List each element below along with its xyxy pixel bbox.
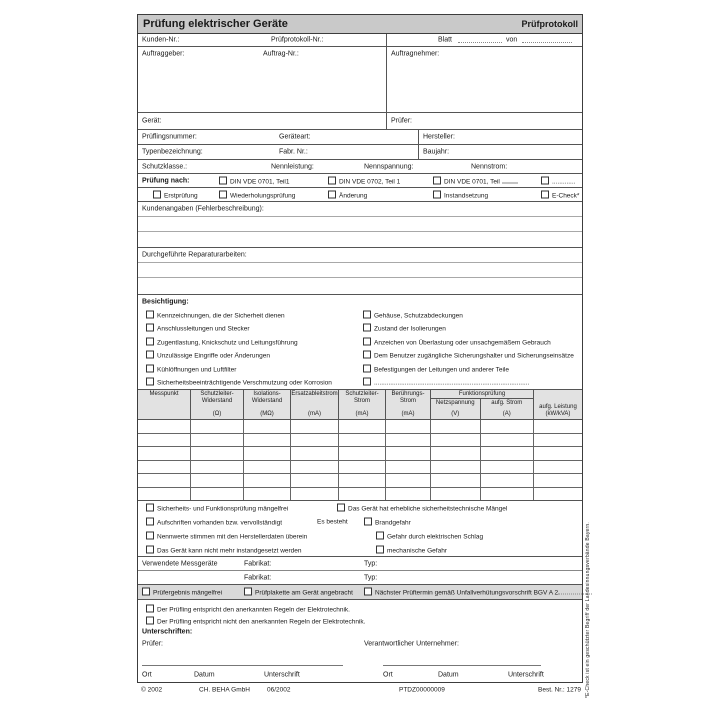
col-label: Schutzleiter-Widerstand (200, 391, 234, 404)
table-cell[interactable] (291, 434, 339, 447)
col-header-schutzleiter-strom (339, 390, 386, 419)
regeln-row (138, 602, 582, 615)
besichtigung-label: Besichtigung: (142, 298, 189, 305)
table-row (138, 474, 582, 488)
ort-label: Ort (383, 671, 393, 678)
col-header-aufg-leistung (534, 390, 582, 419)
vertical-divider (386, 47, 387, 61)
col-header-beruehrungs-strom (386, 390, 431, 419)
checkbox-icon[interactable] (146, 604, 154, 612)
check-other-blank (363, 378, 529, 387)
von-blank-line[interactable] (522, 41, 572, 43)
option-din-vde-0701-teil-blank (433, 176, 518, 185)
col-label: aufg. Leistung (539, 404, 577, 411)
col-label: Berührungs-Strom (391, 391, 425, 404)
check-sicherungshalter (363, 351, 574, 360)
option-label: Zustand der Isolierungen (374, 325, 446, 333)
form-code-label: PTDZ00000009 (399, 686, 445, 694)
table-cell[interactable] (431, 461, 481, 474)
checkbox-icon[interactable] (142, 588, 150, 596)
funktionspruefung-subheaders (431, 399, 533, 419)
option-other-norm (541, 176, 575, 185)
checkbox-icon[interactable] (541, 190, 549, 198)
auftrag-nr-label: Auftrag-Nr.: (263, 50, 299, 58)
table-cell[interactable] (339, 474, 386, 487)
option-din-vde-0702-teil1 (328, 176, 400, 185)
option-label: ...................................................................................... (374, 379, 530, 387)
row-kundenangaben-label (138, 202, 582, 217)
checkbox-icon[interactable] (363, 337, 371, 345)
auftragnehmer-field[interactable] (387, 61, 582, 112)
table-cell[interactable] (534, 447, 582, 460)
table-cell[interactable] (386, 461, 431, 474)
checkbox-icon[interactable] (244, 588, 252, 596)
col-label: Messpunkt (149, 391, 179, 397)
option-label: Der Prüfling entspricht nicht den anerkannten Regeln der Elektrotechnik. (157, 618, 366, 625)
col-label: Schutzleiter-Strom (345, 391, 379, 404)
typenbezeichnung-label: Typenbezeichnung: (142, 148, 203, 156)
checkbox-icon[interactable] (433, 190, 441, 198)
option-label: Kennzeichnungen, die der Sicherheit dienen (157, 312, 285, 320)
table-cell[interactable] (191, 461, 244, 474)
option-label: Zugentlastung, Knickschutz und Leitungsführung (157, 339, 298, 347)
reparatur-label: Durchgeführte Reparaturarbeiten: (142, 251, 247, 259)
table-cell[interactable] (244, 461, 291, 474)
check-verschmutzung (146, 378, 332, 387)
option-aenderung (328, 190, 367, 199)
table-cell[interactable] (534, 434, 582, 447)
besichtigung-row (138, 335, 582, 349)
col-label: Isolations-Widerstand (251, 391, 283, 404)
checkbox-icon[interactable] (146, 532, 154, 540)
ergebnis-row (138, 543, 582, 557)
check-gehaeuse (363, 310, 463, 319)
col-unit: (V) (451, 411, 460, 418)
table-cell[interactable] (191, 447, 244, 460)
table-cell[interactable] (481, 420, 534, 433)
copyright-label: © 2002 (141, 686, 163, 694)
fabrikat-label: Fabrikat: (244, 560, 272, 567)
col-unit: (kW/kVA) (545, 411, 571, 418)
hersteller-label: Hersteller: (423, 133, 455, 141)
checkbox-icon[interactable] (146, 351, 154, 359)
ergebnis-row (138, 515, 582, 529)
row-typ (138, 145, 582, 160)
row-geraet (138, 113, 582, 130)
table-cell[interactable] (339, 447, 386, 460)
vertical-divider (386, 34, 387, 46)
fabrikat-label: Fabrikat: (244, 574, 272, 581)
checkbox-icon[interactable] (146, 504, 154, 512)
option-label: Dem Benutzer zugängliche Sicherungshalter und Sicherungseinsätze (374, 352, 574, 360)
company-label: CH. BEHA GmbH (199, 686, 250, 694)
option-label: Prüfplakette am Gerät angebracht (255, 589, 353, 597)
check-anschlussleitungen (146, 324, 250, 333)
kunden-nr-label: Kunden-Nr.: (142, 36, 180, 44)
option-label: Das Gerät hat erhebliche sicherheitstechnische Mängel (348, 505, 508, 513)
measurement-table (138, 389, 582, 501)
checkbox-icon[interactable] (541, 176, 549, 184)
checkbox-icon[interactable] (364, 588, 372, 596)
checkbox-icon[interactable] (153, 190, 161, 198)
checkbox-icon[interactable] (146, 337, 154, 345)
auftraggeber-label: Auftraggeber: (142, 50, 185, 58)
check-aufschriften (146, 518, 282, 527)
messgeraete-label: Verwendete Messgeräte (142, 560, 218, 567)
checkbox-icon[interactable] (146, 324, 154, 332)
option-label: Änderung (339, 192, 368, 199)
check-nicht-instandsetzbar (146, 545, 302, 554)
option-label: Anschlussleitungen und Stecker (157, 325, 250, 333)
check-erhebliche-maengel (337, 504, 507, 513)
option-din-vde-0701-teil1 (219, 176, 290, 185)
table-row (138, 461, 582, 475)
table-cell[interactable] (431, 488, 481, 501)
table-cell[interactable] (291, 447, 339, 460)
table-cell[interactable] (431, 447, 481, 460)
table-row (138, 434, 582, 448)
row-signer-labels (138, 638, 582, 650)
option-label: Wiederholungsprüfung (230, 192, 296, 199)
kundenangaben-blank-line[interactable] (138, 217, 582, 232)
check-ueberlastung (363, 337, 551, 346)
check-befestigungen (363, 364, 509, 373)
col-unit: (mA) (401, 411, 415, 418)
table-cell[interactable] (481, 488, 534, 501)
row-address-boxes (138, 61, 582, 113)
option-label: E-Check* (552, 192, 580, 199)
table-cell[interactable] (291, 488, 339, 501)
check-brandgefahr (364, 518, 411, 527)
table-row (138, 488, 582, 502)
checkbox-icon[interactable] (146, 310, 154, 318)
option-label: Anzeichen von Überlastung oder unsachgemäßem Gebrauch (374, 339, 551, 347)
check-zugentlastung (146, 337, 298, 346)
table-cell[interactable] (244, 434, 291, 447)
option-instandsetzung (433, 190, 488, 199)
checkbox-icon[interactable] (363, 378, 371, 386)
check-isolierungen (363, 324, 446, 333)
check-entspricht-nicht-regeln (146, 616, 365, 625)
table-cell[interactable] (138, 461, 191, 474)
nennspannung-label: Nennspannung: (364, 163, 414, 170)
signature-line-left[interactable] (142, 665, 343, 666)
table-cell[interactable] (138, 420, 191, 433)
checkbox-icon[interactable] (146, 378, 154, 386)
table-cell[interactable] (386, 434, 431, 447)
option-label: Befestigungen der Leitungen und anderer Teile (374, 366, 510, 374)
col-header-schutzleiter-widerstand (191, 390, 244, 419)
check-kennzeichnungen (146, 310, 285, 319)
kundenangaben-label: Kundenangaben (Fehlerbeschreibung): (142, 205, 264, 213)
check-pruefplakette (244, 588, 353, 597)
auftraggeber-field[interactable] (138, 61, 386, 112)
option-label: Sicherheits- und Funktionsprüfung mängelfrei (157, 505, 289, 513)
table-cell[interactable] (244, 447, 291, 460)
checkbox-icon[interactable] (219, 176, 227, 184)
prueflingsnummer-label: Prüflingsnummer: (142, 133, 197, 141)
row-pruefling (138, 130, 582, 145)
besichtigung-row (138, 322, 582, 336)
checkbox-icon[interactable] (364, 518, 372, 526)
kundenangaben-blank-line[interactable] (138, 232, 582, 248)
table-cell[interactable] (386, 447, 431, 460)
teil-blank-line[interactable] (502, 176, 518, 183)
option-label: Sicherheitsbeeinträchtigende Verschmutzung oder Korrosion (157, 379, 332, 387)
option-label: Nennwerte stimmen mit den Herstellerdaten überein (157, 533, 308, 541)
checkbox-icon[interactable] (146, 545, 154, 553)
row-pruefung-nach (138, 174, 582, 188)
table-row (138, 447, 582, 461)
nennstrom-label: Nennstrom: (471, 163, 508, 170)
pruefung-nach-label: Prüfung nach: (142, 177, 190, 184)
option-label: Der Prüfling entspricht den anerkannten Regeln der Elektrotechnik. (157, 606, 350, 613)
table-cell[interactable] (191, 474, 244, 487)
option-label: Aufschriften vorhanden bzw. vervollständigt (157, 519, 283, 527)
vertical-divider (386, 113, 387, 129)
regeln-row (138, 615, 582, 626)
table-cell[interactable] (244, 420, 291, 433)
besichtigung-row (138, 376, 582, 390)
table-cell[interactable] (481, 474, 534, 487)
check-pruefergebnis-maengelfrei (142, 588, 222, 597)
col-unit: (Ω) (212, 411, 222, 418)
check-mechanische-gefahr (376, 545, 447, 554)
besichtigung-row (138, 362, 582, 376)
table-cell[interactable] (386, 420, 431, 433)
table-cell[interactable] (431, 474, 481, 487)
table-cell[interactable] (431, 434, 481, 447)
print-date-label: 06/2002 (267, 686, 291, 694)
pruefprotokoll-form (137, 14, 583, 683)
table-cell[interactable] (481, 447, 534, 460)
option-label: Kühlöffnungen und Luftfilter (157, 366, 237, 374)
checkbox-icon[interactable] (363, 324, 371, 332)
nennleistung-label: Nennleistung: (271, 163, 314, 170)
table-row (138, 420, 582, 434)
unterschrift-label: Unterschrift (508, 671, 544, 678)
option-label: DIN VDE 0701, Teil (444, 178, 500, 185)
vertical-divider (418, 130, 419, 144)
option-label: Brandgefahr (375, 519, 411, 527)
reparatur-blank-line[interactable] (138, 278, 582, 295)
form-title-bar (138, 15, 582, 34)
besichtigung-row (138, 349, 582, 363)
fabr-nr-label: Fabr. Nr.: (279, 148, 308, 156)
baujahr-label: Baujahr: (423, 148, 450, 156)
row-pruefergebnis (138, 585, 582, 600)
blatt-blank-line[interactable] (458, 41, 502, 43)
table-cell[interactable] (339, 461, 386, 474)
check-maengelfrei (146, 504, 288, 513)
check-naechster-prueftermin (364, 588, 592, 597)
checkbox-icon[interactable] (146, 518, 154, 526)
e-check-side-note: *E-Check ist ein geschützter Begriff der Landesinnungsverbände Bayern. (585, 522, 591, 698)
unterschrift-label: Unterschrift (264, 671, 300, 678)
option-label: Erstprüfung (164, 192, 198, 199)
checkbox-icon[interactable] (337, 504, 345, 512)
row-besichtigung-label (138, 295, 582, 308)
vertical-divider (418, 145, 419, 159)
check-nennwerte (146, 532, 307, 541)
option-erstpruefung (153, 190, 198, 199)
checkbox-icon[interactable] (363, 364, 371, 372)
row-signature-space (138, 650, 582, 667)
checkbox-icon[interactable] (363, 351, 371, 359)
option-label: Gefahr durch elektrischen Schlag (387, 533, 484, 541)
option-label: mechanische Gefahr (387, 547, 447, 554)
checkbox-icon[interactable] (219, 190, 227, 198)
option-label: ............. (552, 178, 576, 185)
row-unterschriften-label (138, 626, 582, 638)
ergebnis-row (138, 529, 582, 543)
table-cell[interactable] (431, 420, 481, 433)
auftragnehmer-label: Auftragnehmer: (391, 50, 440, 58)
es-besteht-label: Es besteht (317, 518, 348, 526)
col-unit: (A) (502, 411, 511, 418)
option-label: Prüfergebnis mängelfrei (153, 589, 223, 597)
col-header-aufg-strom (481, 399, 533, 419)
funktionspruefung-label: Funktionsprüfung (431, 390, 533, 399)
von-label: von (506, 36, 518, 44)
protokoll-nr-label: Prüfprotokoll-Nr.: (271, 36, 324, 44)
reparatur-blank-line[interactable] (138, 263, 582, 278)
geraet-label: Gerät: (142, 117, 162, 125)
form-footer (137, 682, 583, 698)
checkbox-icon[interactable] (146, 364, 154, 372)
table-cell[interactable] (138, 447, 191, 460)
table-cell[interactable] (339, 420, 386, 433)
table-cell[interactable] (291, 461, 339, 474)
order-number-label: Best. Nr.: 1279 (538, 686, 581, 694)
signature-line-right[interactable] (383, 665, 541, 666)
table-cell[interactable] (191, 488, 244, 501)
table-cell[interactable] (339, 434, 386, 447)
table-cell[interactable] (291, 474, 339, 487)
row-schutzklasse (138, 160, 582, 174)
table-cell[interactable] (481, 434, 534, 447)
table-cell[interactable] (339, 488, 386, 501)
checkbox-icon[interactable] (328, 176, 336, 184)
table-cell[interactable] (481, 461, 534, 474)
ort-label: Ort (142, 671, 152, 678)
geraeteart-label: Geräteart: (279, 133, 311, 141)
check-elektrischer-schlag (376, 532, 483, 541)
datum-label: Datum (438, 671, 459, 678)
ergebnis-row (138, 501, 582, 515)
row-reparatur-label (138, 248, 582, 263)
table-cell[interactable] (244, 488, 291, 501)
checkbox-icon[interactable] (328, 190, 336, 198)
unterschriften-label: Unterschriften: (142, 628, 193, 636)
table-cell[interactable] (138, 474, 191, 487)
table-cell[interactable] (534, 474, 582, 487)
row-auftraggeber (138, 47, 582, 61)
table-cell[interactable] (291, 420, 339, 433)
funktionspruefung-group (431, 390, 534, 419)
col-unit: (mA) (308, 411, 321, 418)
blatt-label: Blatt (438, 36, 453, 44)
checkbox-icon[interactable] (146, 616, 154, 624)
table-cell[interactable] (138, 434, 191, 447)
col-unit: (MΩ) (260, 411, 274, 418)
option-wiederholungspruefung (219, 190, 295, 199)
option-label: Das Gerät kann nicht mehr instandgesetzt werden (157, 547, 302, 554)
checkbox-icon[interactable] (363, 310, 371, 318)
table-cell[interactable] (386, 488, 431, 501)
checkbox-icon[interactable] (376, 545, 384, 553)
option-label: Unzulässige Eingriffe oder Änderungen (157, 352, 270, 360)
col-unit: (mA) (355, 411, 369, 418)
besichtigung-row (138, 308, 582, 322)
pruefer-label: Prüfer: (391, 117, 413, 125)
col-label: Netzspannung (435, 400, 475, 406)
col-label: aufg. Strom (491, 400, 523, 406)
col-header-isolations-widerstand (244, 390, 291, 419)
typ-label: Typ: (364, 574, 378, 581)
option-e-check (541, 190, 579, 199)
schutzklasse-label: Schutzklasse.: (142, 163, 188, 170)
col-header-messpunkt (138, 390, 191, 419)
table-cell[interactable] (138, 488, 191, 501)
unternehmer-sign-label: Verantwortlicher Unternehmer: (364, 640, 459, 648)
row-messgeraete-2 (138, 571, 582, 585)
table-cell[interactable] (191, 420, 244, 433)
check-entspricht-regeln (146, 604, 350, 613)
datum-label: Datum (194, 671, 215, 678)
table-header (138, 390, 582, 420)
form-title: Prüfung elektrischer Geräte (143, 18, 288, 30)
row-signature-captions (138, 667, 582, 682)
row-messgeraete-1 (138, 557, 582, 571)
table-cell[interactable] (534, 461, 582, 474)
doc-type-label: Prüfprotokoll (521, 19, 578, 29)
typ-label: Typ: (364, 560, 378, 567)
col-label: Ersatzableitstrom (291, 391, 338, 397)
table-cell[interactable] (244, 474, 291, 487)
check-eingriffe (146, 351, 270, 360)
option-label: Nächster Prüftermin gemäß Unfallverhütungsvorschrift BGV A 2 (375, 589, 559, 597)
pruefer-sign-label: Prüfer: (142, 640, 164, 648)
row-pruefungsart (138, 188, 582, 202)
table-cell[interactable] (534, 488, 582, 501)
checkbox-icon[interactable] (433, 176, 441, 184)
option-label: Instandsetzung (444, 192, 489, 199)
table-cell[interactable] (534, 420, 582, 433)
checkbox-icon[interactable] (376, 532, 384, 540)
col-header-netzspannung (431, 399, 481, 419)
option-label: DIN VDE 0702, Teil 1 (339, 178, 401, 185)
check-kuehloeffnungen (146, 364, 236, 373)
col-header-ersatzableitstrom (291, 390, 339, 419)
option-label: DIN VDE 0701, Teil1 (230, 178, 290, 185)
row-kundennr (138, 34, 582, 47)
table-cell[interactable] (386, 474, 431, 487)
table-cell[interactable] (191, 434, 244, 447)
option-label: Gehäuse, Schutzabdeckungen (374, 312, 463, 320)
